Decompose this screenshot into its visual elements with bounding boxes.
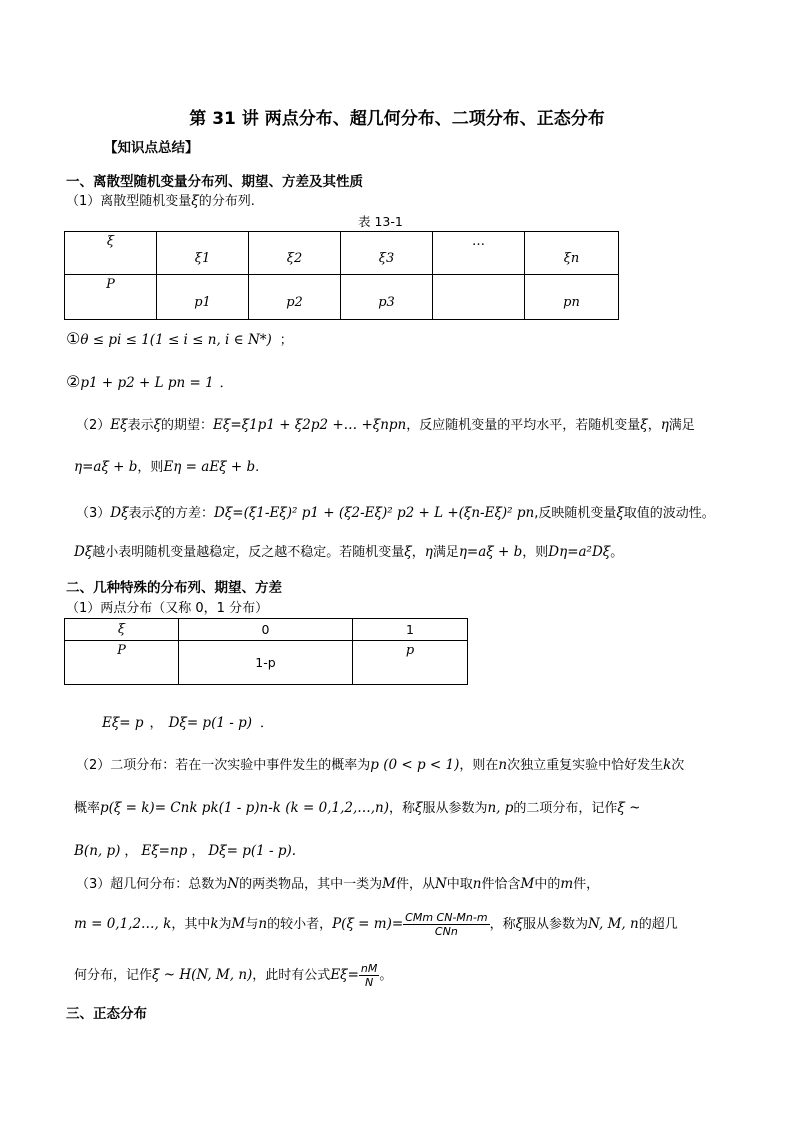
table-cell: ξ3 [341,232,433,275]
table-cell: 1-p [179,641,353,685]
formula-2-tail: ． [219,376,233,391]
table-cell: p1 [157,275,249,320]
expectation-line-2: η=aξ + b，则Eη = aEξ + b. [74,459,260,475]
table-cell: P [65,641,179,685]
xi-symbol: ξ [191,193,199,209]
formula-1-tail: ； [279,333,293,348]
table-cell: ξ2 [249,232,341,275]
binomial-line-1: （2）二项分布：若在一次实验中事件发生的概率为p (0 < p < 1)，则在n次独立重复实验中恰好发生k次 [76,757,685,773]
circled-one: ① [66,329,81,348]
table-row [65,232,619,275]
table-cell: p2 [249,275,341,320]
section-heading-3: 三、正态分布 [66,1006,147,1022]
table-cell: p3 [341,275,433,320]
binomial-line-2: 概率p(ξ = k)= Cnk pk(1 - p)n-k (k = 0,1,2,…,n)，称ξ服从参数为n, p的二项分布，记作ξ ~ [74,800,641,816]
table-cell: … [433,232,525,275]
s1-item-1-tail: 的分布列. [198,194,255,209]
distribution-table [64,231,619,320]
summary-heading: 【知识点总结】 [104,140,199,156]
table-row [65,641,468,685]
table-cell: ξ [65,619,179,641]
formula-2 [66,372,233,391]
table-cell: ξn [525,232,619,275]
formula-1 [66,329,293,348]
table-caption: 表 13-1 [358,214,403,229]
two-point-table [64,618,468,685]
formula-1-body: θ ≤ pi ≤ 1(1 ≤ i ≤ n, i ∈ N*) [80,332,272,348]
hyper-line-3: 何分布，记作ξ ~ H(N, M, n)，此时有公式Eξ= $\frac{nM}{N}$ 。 [74,962,393,989]
variance-line-2: Dξ越小表明随机变量越稳定，反之越不稳定。若随机变量ξ，η满足η=aξ + b，则Dη=a²Dξ。 [74,544,624,560]
section-heading-1: 一、离散型随机变量分布列、期望、方差及其性质 [66,174,363,190]
expectation-line-1: （2）Eξ表示ξ的期望：Eξ=ξ1p1 + ξ2p2 +… +ξnpn，反应随机变量的平均水平，若随机变量ξ，η满足 [76,417,695,433]
table-cell: 0 [179,619,353,641]
s1-item-1 [66,190,255,209]
variance-line-1: （3）Dξ表示ξ的方差：Dξ=(ξ1-Eξ)² p1 + (ξ2-Eξ)² p2 + L +(ξn-Eξ)² pn,反映随机变量ξ取值的波动性。 [76,505,715,521]
hyper-fraction: $\frac{\text{CMm CN-Mn-m}}{\text{CNn}}$ [405,911,488,938]
two-point-label: （1）两点分布（又称 0，1 分布） [66,601,269,616]
table-cell: pn [525,275,619,320]
table-cell: 1 [353,619,468,641]
table-row [65,275,619,320]
table-cell: p [353,641,468,685]
page-title: 第 31 讲 两点分布、超几何分布、二项分布、正态分布 [189,109,605,129]
binomial-line-3: B(n, p) ， Eξ=np ， Dξ= p(1 - p). [74,843,297,859]
table-cell [433,275,525,320]
table-cell: ξ1 [157,232,249,275]
formula-2-body: p1 + p2 + L pn = 1 [80,375,214,391]
hyper-line-2: m = 0,1,2…, k，其中k为M与n的较小者，P(ξ = m)= $\frac{\text{CMm CN-Mn-m}}{\text{CNn}}$ ，称ξ服从参数为N, M, n的超几 [74,911,678,938]
table-cell: ξ [65,232,157,275]
expectation-fraction: $\frac{nM}{N}$ [360,962,378,989]
circled-two: ② [66,372,81,391]
hyper-line-1: （3）超几何分布：总数为N的两类物品，其中一类为M件，从N中取n件恰含M中的m件， [76,876,600,892]
section-heading-2: 二、几种特殊的分布列、期望、方差 [66,580,282,596]
table-cell: P [65,275,157,320]
table-row [65,619,468,641]
two-point-moments: Eξ= p ， Dξ= p(1 - p) ． [102,715,273,731]
s1-item-1-label: （1）离散型随机变量 [66,194,192,209]
